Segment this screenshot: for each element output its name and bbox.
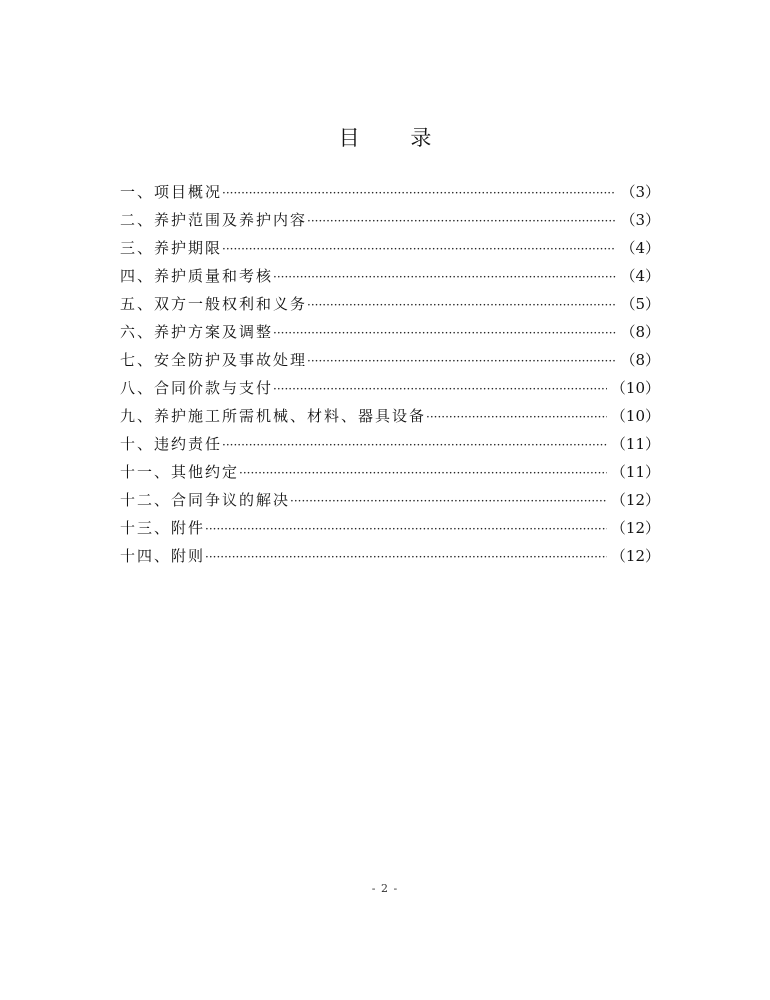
table-of-contents [120, 178, 660, 570]
toc-entry-page: （5） [620, 295, 660, 313]
toc-entry-page: （3） [620, 211, 660, 229]
toc-entry[interactable] [120, 206, 660, 234]
page-title: 目 录 [338, 126, 454, 150]
toc-dot-leader [273, 375, 607, 403]
toc-entry-page: （3） [620, 183, 660, 201]
toc-dot-leader [222, 431, 607, 459]
toc-dot-leader [307, 291, 616, 319]
toc-entry-page: （4） [620, 239, 660, 257]
toc-dot-leader [426, 403, 607, 431]
toc-dot-leader [222, 179, 616, 207]
toc-entry[interactable] [120, 290, 660, 318]
toc-entry[interactable] [120, 486, 660, 514]
toc-entry[interactable] [120, 346, 660, 374]
toc-entry-label: 九、养护施工所需机械、材料、器具设备 [120, 407, 427, 425]
toc-entry-label: 十四、附则 [120, 547, 206, 565]
toc-entry-label: 十、违约责任 [120, 435, 223, 453]
toc-entry-page: （11） [610, 463, 660, 481]
toc-entry-label: 十二、合同争议的解决 [120, 491, 291, 509]
toc-entry[interactable] [120, 374, 660, 402]
toc-entry-page: （11） [610, 435, 660, 453]
toc-entry[interactable] [120, 318, 660, 346]
toc-dot-leader [273, 319, 616, 347]
toc-entry-page: （10） [610, 407, 660, 425]
toc-entry-label: 二、养护范围及养护内容 [120, 211, 308, 229]
toc-dot-leader [205, 543, 607, 571]
toc-entry-page: （8） [620, 323, 660, 341]
toc-entry[interactable] [120, 542, 660, 570]
toc-entry-label: 八、合同价款与支付 [120, 379, 274, 397]
toc-entry-label: 十三、附件 [120, 519, 206, 537]
page-number: - 2 - [371, 882, 399, 895]
toc-entry-page: （12） [610, 491, 660, 509]
toc-entry[interactable] [120, 430, 660, 458]
toc-dot-leader [205, 515, 607, 543]
toc-dot-leader [273, 263, 616, 291]
toc-entry-page: （4） [620, 267, 660, 285]
toc-dot-leader [290, 487, 607, 515]
toc-entry-label: 三、养护期限 [120, 239, 223, 257]
toc-entry-page: （12） [610, 547, 660, 565]
toc-entry-label: 七、安全防护及事故处理 [120, 351, 308, 369]
toc-entry[interactable] [120, 234, 660, 262]
toc-entry[interactable] [120, 514, 660, 542]
toc-entry-page: （8） [620, 351, 660, 369]
toc-entry-label: 十一、其他约定 [120, 463, 240, 481]
toc-dot-leader [222, 235, 616, 263]
toc-entry-page: （10） [610, 379, 660, 397]
toc-entry-label: 六、养护方案及调整 [120, 323, 274, 341]
toc-dot-leader [307, 347, 616, 375]
toc-entry[interactable] [120, 262, 660, 290]
toc-entry[interactable] [120, 458, 660, 486]
toc-entry-label: 一、项目概况 [120, 183, 223, 201]
toc-entry[interactable] [120, 178, 660, 206]
toc-dot-leader [239, 459, 607, 487]
toc-dot-leader [307, 207, 616, 235]
toc-entry-label: 五、双方一般权利和义务 [120, 295, 308, 313]
toc-entry[interactable] [120, 402, 660, 430]
toc-entry-page: （12） [610, 519, 660, 537]
toc-entry-label: 四、养护质量和考核 [120, 267, 274, 285]
